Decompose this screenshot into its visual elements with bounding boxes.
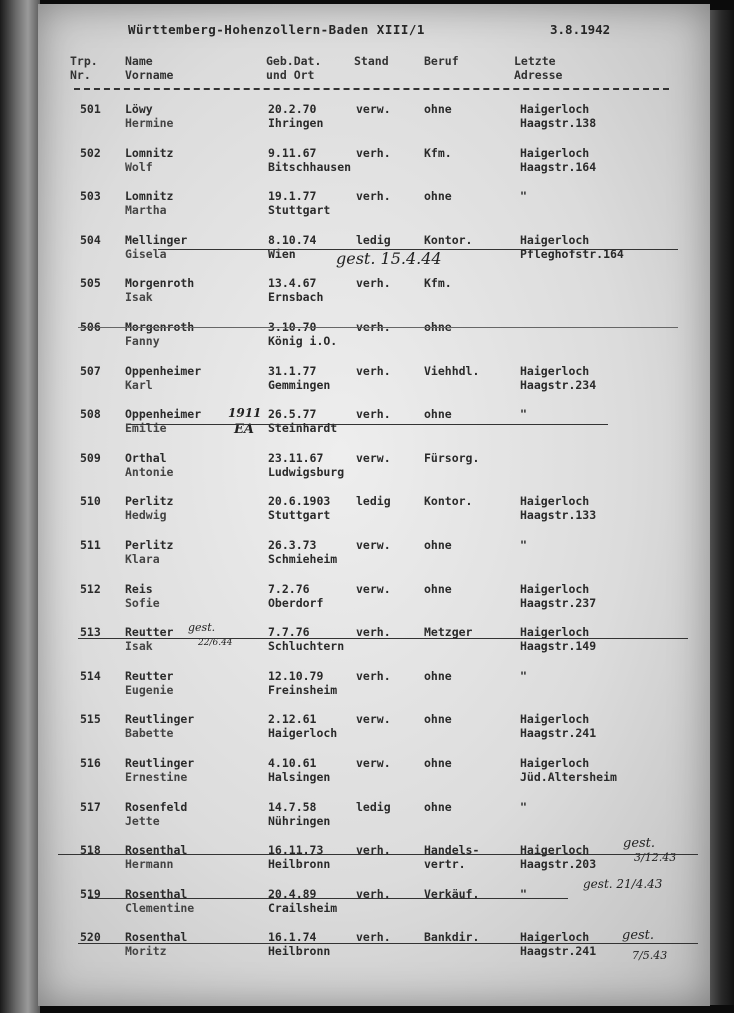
entry-name	[125, 407, 201, 435]
handwritten-note-519: gest. 21/4.43	[583, 877, 663, 891]
entry-address	[520, 625, 596, 653]
birth-date: 20.6.1903	[268, 494, 331, 509]
entry-address	[520, 146, 596, 174]
entry-birth	[268, 407, 337, 435]
surname: Perlitz	[125, 494, 174, 509]
birth-date: 2.12.61	[268, 712, 317, 727]
entry-occupation: Viehhdl.	[424, 363, 480, 378]
entry-occupation: ohne	[424, 756, 452, 770]
entry-status: verh.	[356, 189, 391, 204]
birth-date: 3.10.70	[268, 320, 317, 334]
handwritten-note-513-a: gest.	[188, 621, 216, 634]
entry-birth	[268, 887, 337, 915]
strike-line-518	[58, 854, 698, 855]
handwritten-note-508-year: 1911	[228, 406, 262, 420]
handwritten-note-504: gest. 15.4.44	[336, 249, 442, 268]
given-name: Gisela	[125, 246, 167, 261]
surname: Lomnitz	[125, 189, 174, 204]
entry-name	[125, 538, 173, 566]
birth-place: Heilbronn	[268, 857, 331, 872]
birth-date: 4.10.61	[268, 756, 317, 770]
table-row	[38, 669, 710, 713]
handwritten-note-508-initials: EA	[234, 422, 254, 437]
surname: Rosenthal	[125, 843, 188, 858]
entry-birth	[268, 538, 337, 566]
entry-status: ledig	[356, 232, 391, 247]
birth-date: 12.10.79	[268, 668, 324, 683]
header-divider	[74, 88, 669, 90]
entry-birth	[268, 625, 344, 653]
document-date: 3.8.1942	[550, 22, 611, 37]
entry-name	[125, 756, 194, 784]
entry-status: verh.	[356, 145, 391, 160]
col-addr: Letzte Adresse	[514, 54, 563, 82]
surname: Reutlinger	[125, 712, 195, 727]
surname: Rosenthal	[125, 930, 188, 945]
given-name: Jette	[125, 813, 160, 828]
given-name: Klara	[125, 552, 160, 566]
entry-name	[125, 669, 173, 697]
handwritten-note-518-a: gest.	[623, 836, 656, 851]
entry-address	[520, 930, 596, 958]
birth-place: Schluchtern	[268, 639, 345, 654]
entry-occupation: ohne	[424, 581, 452, 596]
address-line-1: "	[520, 799, 527, 814]
address-line-2: Haagstr.138	[520, 116, 597, 130]
surname: Orthal	[125, 450, 167, 465]
entry-status: ledig	[356, 799, 391, 814]
address-line-1: Haigerloch	[520, 232, 590, 247]
entry-occupation: ohne	[424, 538, 452, 552]
entry-occupation: Bankdir.	[424, 930, 480, 945]
entry-occupation: ohne	[424, 799, 452, 814]
entry-occupation: Kfm.	[424, 145, 452, 160]
entry-number: 514	[80, 668, 101, 683]
entry-birth	[268, 451, 344, 479]
birth-date: 26.5.77	[268, 407, 317, 422]
entry-occupation: Kfm.	[424, 276, 452, 291]
birth-place: Halsingen	[268, 770, 331, 784]
birth-date: 16.11.73	[268, 843, 324, 858]
table-row	[38, 146, 710, 190]
entry-status: verw.	[356, 538, 391, 552]
table-row	[38, 800, 710, 844]
handwritten-note-520-a: gest.	[622, 928, 655, 943]
handwritten-note-518-b: 3/12.43	[634, 851, 677, 864]
birth-place: Steinhardt	[268, 421, 338, 436]
birth-date: 20.4.89	[268, 886, 317, 901]
entry-occupation: ohne	[424, 407, 452, 422]
col-nr: Trp. Nr.	[70, 54, 98, 82]
entry-birth	[268, 494, 330, 522]
col-stand: Stand	[354, 54, 389, 68]
entry-occupation: Verkäuf.	[424, 886, 480, 901]
address-line-1: Haigerloch	[520, 494, 590, 509]
address-line-1: Haigerloch	[520, 930, 590, 945]
address-line-2: Haagstr.237	[520, 595, 597, 610]
entry-name	[125, 930, 187, 958]
entry-number: 519	[80, 886, 101, 901]
given-name: Babette	[125, 726, 174, 741]
birth-place: Ihringen	[268, 116, 324, 130]
entry-status: verh.	[356, 625, 391, 640]
entry-occupation: ohne	[424, 320, 452, 334]
entry-name	[125, 146, 173, 174]
birth-date: 20.2.70	[268, 102, 317, 116]
table-row	[38, 538, 710, 582]
entry-address	[520, 189, 527, 203]
address-line-1: Haigerloch	[520, 363, 590, 378]
entry-number: 507	[80, 363, 101, 378]
entry-occupation: Handels- vertr.	[424, 843, 480, 872]
entry-status: verh.	[356, 886, 391, 901]
page-edge	[708, 10, 734, 1005]
birth-place: Ernsbach	[268, 290, 324, 305]
surname: Rosenthal	[125, 886, 188, 901]
strike-line-513	[78, 638, 688, 639]
given-name: Sofie	[125, 595, 160, 610]
address-line-1: "	[520, 886, 527, 901]
address-line-1: "	[520, 189, 527, 204]
given-name: Isak	[125, 290, 153, 305]
birth-date: 23.11.67	[268, 450, 324, 465]
col-beruf: Beruf	[424, 54, 459, 68]
entry-status: verh.	[356, 930, 391, 945]
given-name: Hermine	[125, 116, 174, 130]
address-line-1: Haigerloch	[520, 712, 590, 727]
entry-number: 518	[80, 843, 101, 858]
entry-name	[125, 800, 187, 828]
address-line-2: Haagstr.234	[520, 377, 597, 392]
entry-birth	[268, 756, 330, 784]
entry-occupation: Metzger	[424, 625, 473, 640]
birth-date: 14.7.58	[268, 799, 317, 814]
entry-status: verw.	[356, 756, 391, 770]
surname: Perlitz	[125, 538, 174, 552]
birth-date: 16.1.74	[268, 930, 317, 945]
address-line-2: Haagstr.149	[520, 639, 597, 654]
address-line-1: Haigerloch	[520, 843, 590, 858]
entry-number: 520	[80, 930, 101, 945]
entry-number: 505	[80, 276, 101, 291]
col-geb: Geb.Dat. und Ort	[266, 54, 322, 82]
entry-occupation: ohne	[424, 102, 452, 116]
entry-status: verw.	[356, 450, 391, 465]
entry-number: 517	[80, 799, 101, 814]
entry-number: 504	[80, 232, 101, 247]
entry-status: verh.	[356, 843, 391, 858]
entry-status: verh.	[356, 276, 391, 291]
entry-number: 509	[80, 450, 101, 465]
table-row	[38, 102, 710, 146]
given-name: Eugenie	[125, 682, 174, 697]
entry-occupation: ohne	[424, 668, 452, 683]
entry-birth	[268, 102, 323, 130]
entry-number: 503	[80, 189, 101, 204]
address-line-2: Jüd.Altersheim	[520, 770, 617, 784]
table-row	[38, 756, 710, 800]
birth-date: 7.7.76	[268, 625, 310, 640]
surname: Rosenfeld	[125, 799, 188, 814]
entry-occupation: ohne	[424, 189, 452, 204]
entry-address	[520, 102, 596, 130]
surname: Reutter	[125, 668, 174, 683]
given-name: Fanny	[125, 334, 160, 348]
entry-name	[125, 364, 201, 392]
address-line-2: Haagstr.241	[520, 726, 597, 741]
table-row	[38, 582, 710, 626]
entry-status: verh.	[356, 407, 391, 422]
strike-line-506	[78, 327, 678, 328]
surname: Oppenheimer	[125, 363, 202, 378]
birth-place: Wien	[268, 246, 296, 261]
entry-status: verw.	[356, 712, 391, 727]
entry-name	[125, 102, 173, 130]
birth-place: Ludwigsburg	[268, 464, 345, 479]
entry-address	[520, 712, 596, 740]
entry-number: 502	[80, 145, 101, 160]
col-name: Name Vorname	[125, 54, 174, 82]
strike-line-504	[158, 249, 678, 250]
handwritten-note-513-b: 22/6.44	[198, 638, 233, 648]
surname: Morgenroth	[125, 320, 195, 334]
address-line-1: Haigerloch	[520, 756, 590, 770]
entry-status: verw.	[356, 581, 391, 596]
entry-number: 513	[80, 625, 101, 640]
entry-status: verw.	[356, 102, 391, 116]
surname: Löwy	[125, 102, 153, 116]
entry-status: ledig	[356, 494, 391, 509]
given-name: Wolf	[125, 159, 153, 174]
given-name: Antonie	[125, 464, 174, 479]
surname: Lomnitz	[125, 145, 174, 160]
entry-occupation: Kontor.	[424, 232, 473, 247]
surname: Reutlinger	[125, 756, 195, 770]
table-row	[38, 407, 710, 451]
birth-date: 19.1.77	[268, 189, 317, 204]
birth-place: Gemmingen	[268, 377, 331, 392]
entry-status: verh.	[356, 320, 391, 334]
entry-birth	[268, 712, 337, 740]
address-line-1: Haigerloch	[520, 625, 590, 640]
entry-birth	[268, 146, 351, 174]
birth-place: Nühringen	[268, 813, 331, 828]
table-row	[38, 451, 710, 495]
entry-address	[520, 538, 527, 552]
table-row	[38, 930, 710, 974]
table-row	[38, 712, 710, 756]
entry-address	[520, 800, 527, 814]
given-name: Karl	[125, 377, 153, 392]
birth-place: Crailsheim	[268, 900, 338, 915]
entry-name	[125, 494, 173, 522]
surname: Mellinger	[125, 232, 188, 247]
entry-name	[125, 625, 173, 653]
table-row	[38, 494, 710, 538]
entry-number: 508	[80, 407, 101, 422]
entry-birth	[268, 189, 330, 217]
entry-name	[125, 451, 173, 479]
address-line-1: Haigerloch	[520, 581, 590, 596]
address-line-1: "	[520, 668, 527, 683]
entry-name	[125, 276, 194, 304]
entry-address	[520, 582, 596, 610]
strike-line-519	[88, 898, 568, 899]
entry-birth	[268, 276, 323, 304]
entry-address	[520, 669, 527, 683]
entry-birth	[268, 800, 330, 828]
entry-name	[125, 189, 173, 217]
entry-name	[125, 712, 194, 740]
entry-birth	[268, 669, 337, 697]
address-line-1: Haigerloch	[520, 102, 590, 116]
entry-name	[125, 582, 160, 610]
address-line-2: Pfleghofstr.164	[520, 246, 624, 261]
entry-number: 515	[80, 712, 101, 727]
birth-place: Bitschhausen	[268, 159, 352, 174]
entry-address	[520, 494, 596, 522]
birth-date: 9.11.67	[268, 145, 317, 160]
birth-place: Haigerloch	[268, 726, 338, 741]
entry-name	[125, 233, 187, 261]
entry-status: verh.	[356, 363, 391, 378]
given-name: Hedwig	[125, 508, 167, 523]
entry-birth	[268, 233, 316, 261]
address-line-2: Haagstr.203	[520, 857, 597, 872]
address-line-2: Haagstr.164	[520, 159, 597, 174]
surname: Oppenheimer	[125, 407, 202, 422]
birth-place: Schmieheim	[268, 552, 338, 566]
entry-address	[520, 233, 624, 261]
entry-birth	[268, 843, 330, 871]
entry-occupation: Fürsorg.	[424, 450, 480, 465]
entry-address	[520, 364, 596, 392]
birth-date: 8.10.74	[268, 232, 317, 247]
strike-line-520	[78, 943, 698, 944]
birth-date: 7.2.76	[268, 581, 310, 596]
address-line-2: Haagstr.241	[520, 944, 597, 959]
birth-date: 26.3.73	[268, 538, 317, 552]
given-name: Moritz	[125, 944, 167, 959]
document-title: Württemberg-Hohenzollern-Baden XIII/1	[128, 22, 425, 37]
entry-number: 511	[80, 538, 101, 552]
birth-place: Oberdorf	[268, 595, 324, 610]
book-spine	[0, 0, 40, 1013]
birth-date: 31.1.77	[268, 363, 317, 378]
address-line-1: Haigerloch	[520, 145, 590, 160]
entry-number: 512	[80, 581, 101, 596]
table-row	[38, 625, 710, 669]
entry-number: 510	[80, 494, 101, 509]
birth-place: Heilbronn	[268, 944, 331, 959]
entry-number: 506	[80, 320, 101, 334]
birth-place: Stuttgart	[268, 203, 331, 218]
surname: Reis	[125, 581, 153, 596]
address-line-1: "	[520, 538, 527, 552]
entry-birth	[268, 582, 323, 610]
birth-date: 13.4.67	[268, 276, 317, 291]
given-name: Clementine	[125, 900, 195, 915]
table-row	[38, 189, 710, 233]
surname: Morgenroth	[125, 276, 195, 291]
entry-address	[520, 843, 596, 871]
given-name: Isak	[125, 639, 153, 654]
entry-number: 516	[80, 756, 101, 770]
entry-occupation: ohne	[424, 712, 452, 727]
birth-place: König i.O.	[268, 334, 338, 348]
entry-occupation: Kontor.	[424, 494, 473, 509]
birth-place: Freinsheim	[268, 682, 338, 697]
entry-name	[125, 320, 194, 348]
handwritten-note-520-b: 7/5.43	[632, 949, 668, 962]
given-name: Martha	[125, 203, 167, 218]
strike-line-508	[128, 424, 608, 425]
entry-address	[520, 407, 527, 421]
address-line-2: Haagstr.133	[520, 508, 597, 523]
document-page	[38, 4, 710, 1006]
entry-name	[125, 887, 194, 915]
table-row	[38, 276, 710, 320]
given-name: Hermann	[125, 857, 174, 872]
given-name: Ernestine	[125, 770, 188, 784]
table-row	[38, 887, 710, 931]
entry-address	[520, 756, 617, 784]
entry-number: 501	[80, 102, 101, 116]
table-row	[38, 364, 710, 408]
entry-status: verh.	[356, 668, 391, 683]
address-line-1: "	[520, 407, 527, 422]
surname: Reutter	[125, 625, 174, 640]
entry-name	[125, 843, 187, 871]
given-name: Emilie	[125, 421, 167, 436]
entry-birth	[268, 320, 337, 348]
entry-birth	[268, 364, 330, 392]
birth-place: Stuttgart	[268, 508, 331, 523]
entry-birth	[268, 930, 330, 958]
